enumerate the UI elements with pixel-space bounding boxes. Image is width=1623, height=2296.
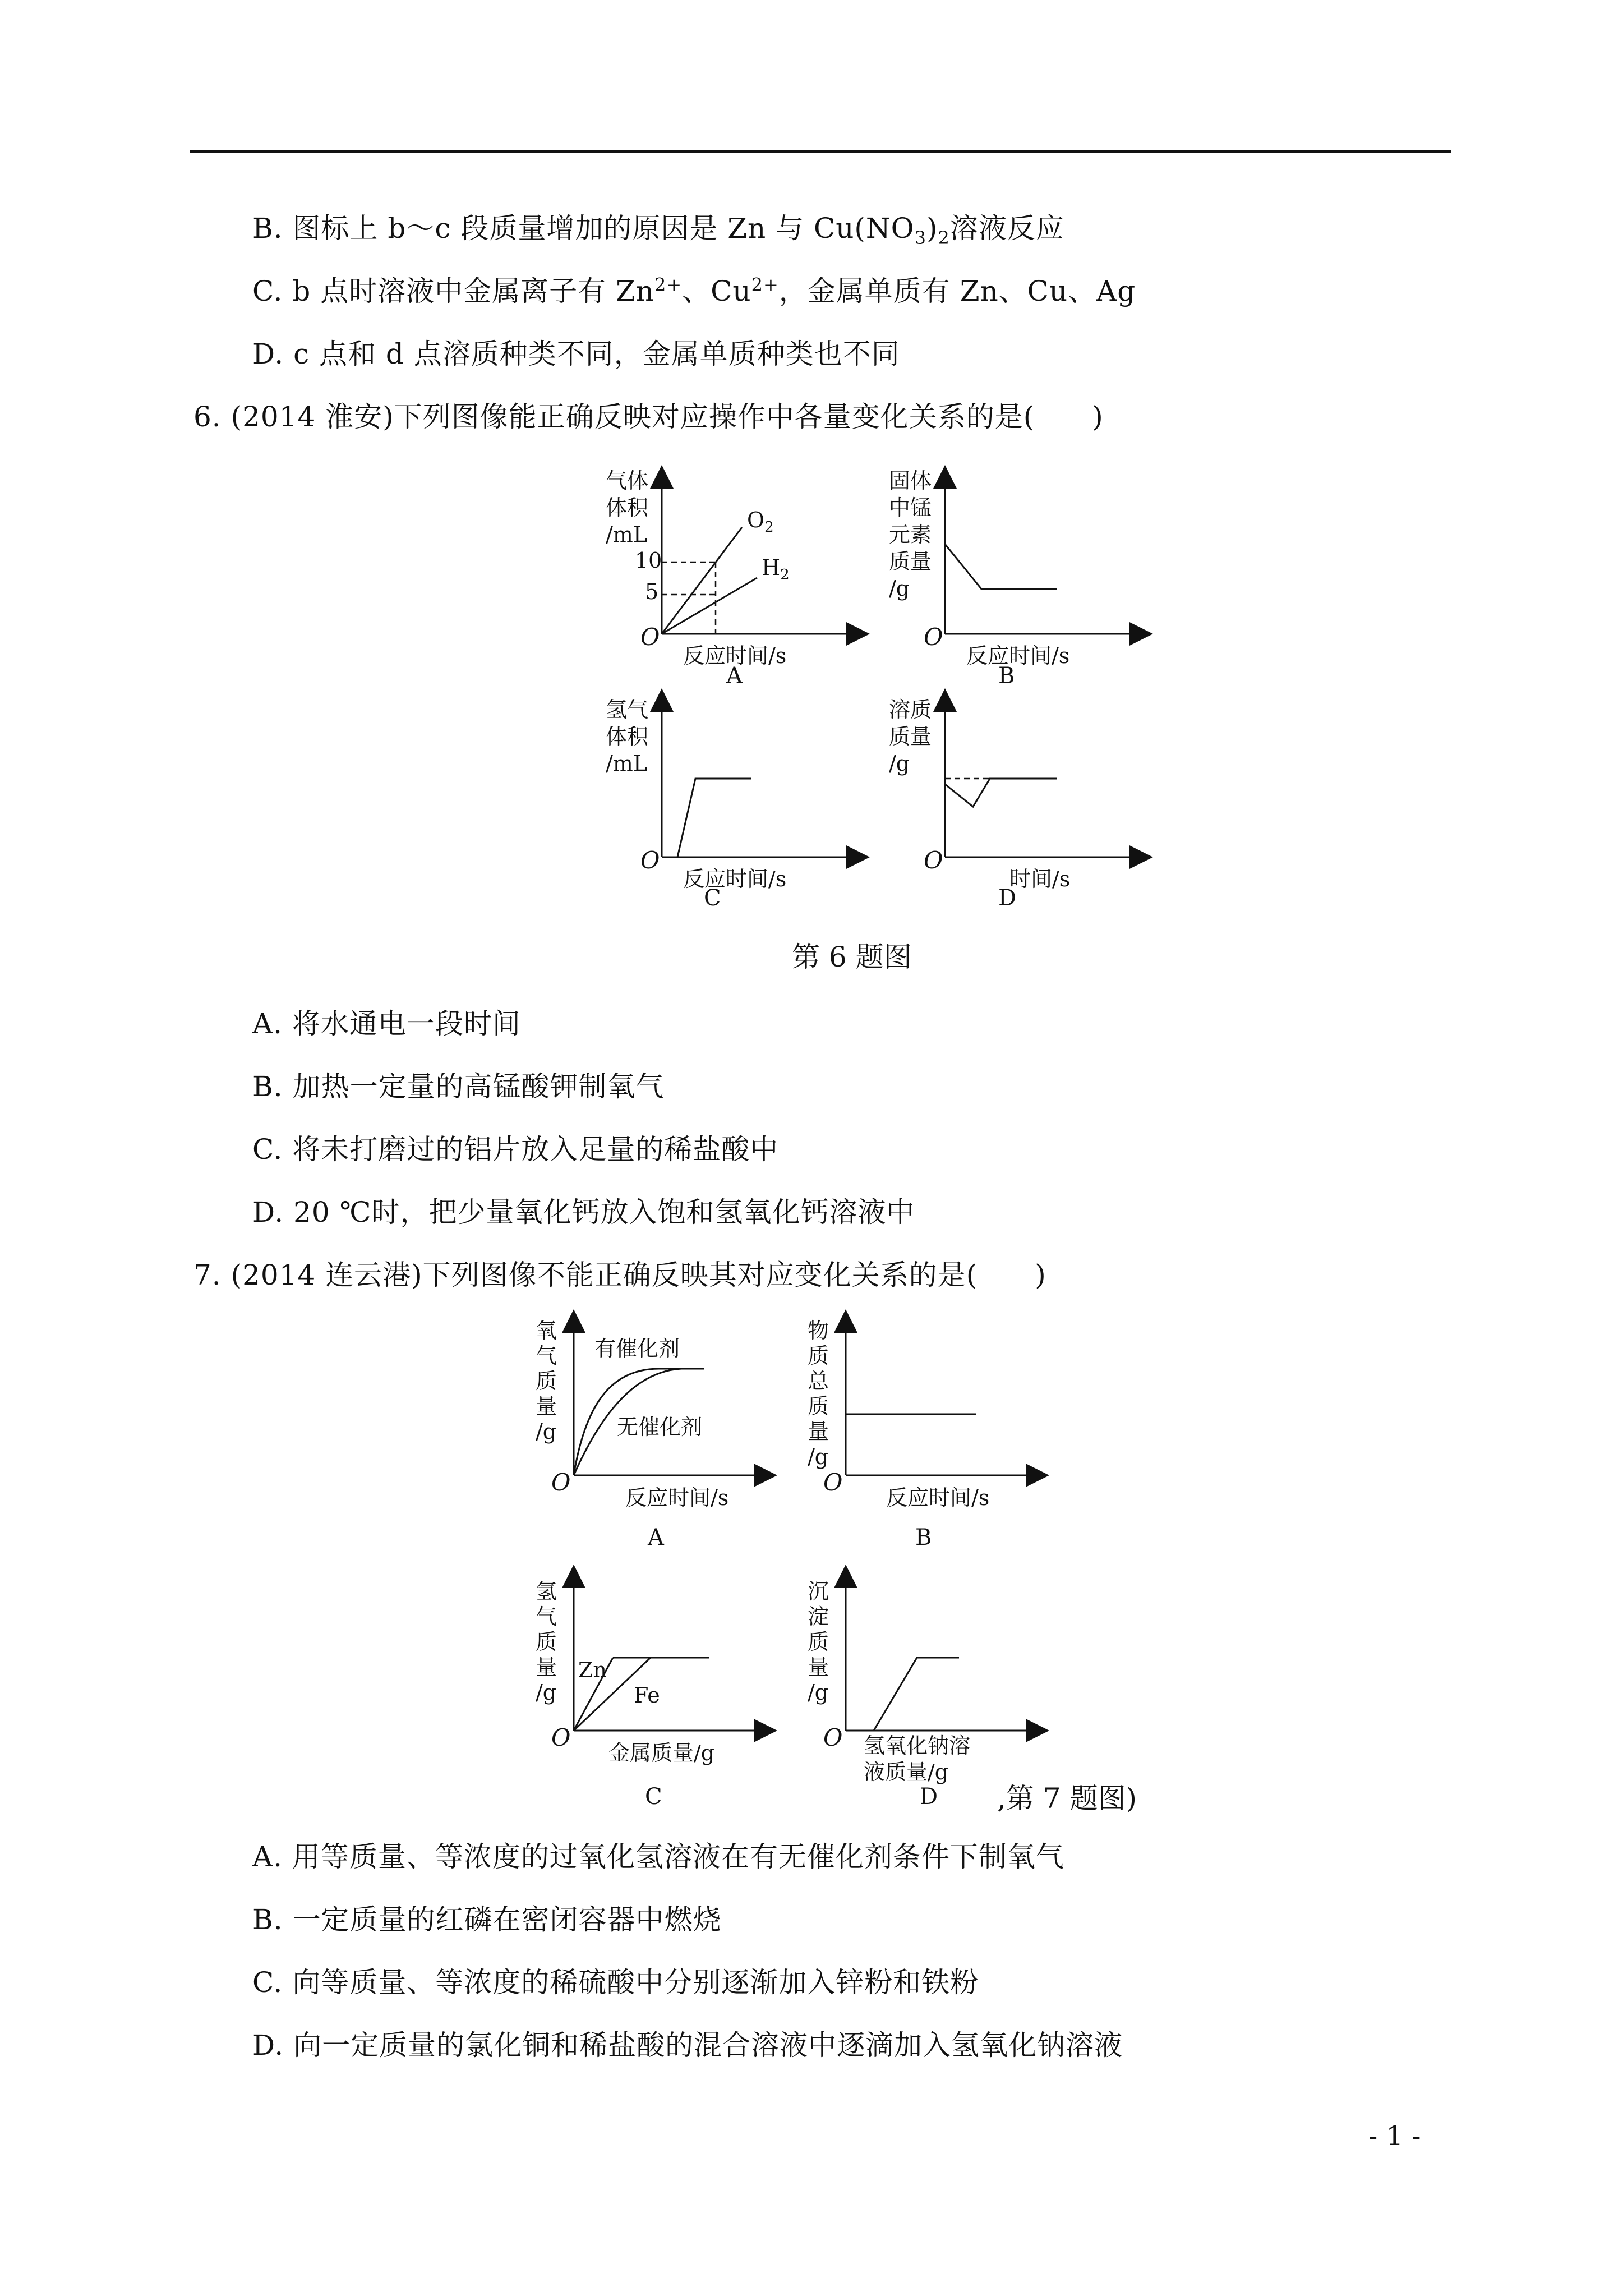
- q7d-ylabel-5: /g: [808, 1680, 829, 1705]
- q7-caption: ,第 7 题图): [997, 1782, 1137, 1815]
- q7a-ylabel-1: 氧: [536, 1318, 557, 1343]
- q7c-ylabel-2: 气: [536, 1604, 557, 1629]
- q6c-origin: O: [640, 846, 660, 874]
- q7c-origin: O: [551, 1724, 571, 1751]
- q7c-ylabel-4: 量: [536, 1655, 557, 1680]
- q7a-ylabel-3: 质: [536, 1369, 557, 1393]
- q6a-label-h2: $H_2$: [762, 555, 790, 583]
- q7-option-b: B. 一定质量的红磷在密闭容器中燃烧: [252, 1903, 722, 1936]
- q6a-ylabel-3: /mL: [606, 522, 648, 547]
- q7b-ylabel-1: 物: [808, 1318, 829, 1343]
- q7b-origin: O: [823, 1469, 843, 1496]
- q6c-ylabel-1: 氢气: [606, 697, 649, 722]
- q7a-label-catalyst: 有催化剂: [594, 1336, 680, 1361]
- q6a-tick-5: 5: [645, 579, 659, 604]
- q7a-label-nocatalyst: 无催化剂: [617, 1415, 703, 1439]
- q6d-line: [945, 779, 1057, 807]
- q7-option-d: D. 向一定质量的氯化铜和稀盐酸的混合溶液中逐滴加入氢氧化钠溶液: [252, 2029, 1123, 2062]
- q6a-line-h2: [662, 578, 757, 634]
- q6-graph-c: [606, 689, 869, 896]
- q7a-origin: O: [551, 1469, 571, 1496]
- q6a-xlabel: 反应时间/s: [683, 643, 787, 668]
- q7-stem: 7. (2014 连云港)下列图像不能正确反映其对应变化关系的是( ): [193, 1259, 1046, 1291]
- q5-option-d: D. c 点和 d 点溶质种类不同，金属单质种类也不同: [252, 338, 900, 370]
- q7-letter-b: B: [915, 1525, 932, 1550]
- header-rule: [190, 150, 1451, 153]
- q7d-origin: O: [823, 1724, 843, 1751]
- q7b-ylabel-2: 质: [808, 1343, 829, 1368]
- q7d-xlabel-2: 液质量/g: [864, 1760, 949, 1784]
- q7-option-c: C. 向等质量、等浓度的稀硫酸中分别逐渐加入锌粉和铁粉: [252, 1966, 979, 1999]
- q6b-ylabel-4: 质量: [889, 549, 932, 574]
- q6a-ylabel-1: 气体: [606, 468, 649, 493]
- q6a-tick-10: 10: [635, 548, 662, 573]
- q7b-ylabel-5: 量: [808, 1419, 829, 1444]
- q7b-xlabel: 反应时间/s: [886, 1485, 990, 1510]
- q6b-line: [945, 544, 1057, 589]
- q6-option-b: B. 加热一定量的高锰酸钾制氧气: [252, 1070, 665, 1103]
- q6c-xlabel: 反应时间/s: [683, 867, 787, 891]
- q6-option-a: A. 将水通电一段时间: [252, 1007, 521, 1040]
- q6d-origin: O: [924, 846, 943, 874]
- q7c-label-zn: Zn: [578, 1658, 607, 1682]
- q7c-ylabel-5: /g: [536, 1680, 557, 1705]
- q5-option-c: C. b 点时溶液中金属离子有 $Zn^{2+}$、$Cu^{2+}$，金属单质有 Zn、Cu、Ag: [252, 274, 1136, 307]
- q7d-ylabel-3: 质: [808, 1630, 829, 1654]
- q6a-line-o2: [662, 527, 742, 634]
- q6-option-c: C. 将未打磨过的铝片放入足量的稀盐酸中: [252, 1133, 779, 1166]
- q6-graph-b: [889, 466, 1152, 673]
- q6-graph-d: [889, 689, 1152, 896]
- q6-letter-d: D: [998, 885, 1017, 911]
- q6d-ylabel-3: /g: [889, 751, 910, 776]
- q6b-ylabel-3: 元素: [889, 522, 932, 547]
- q7-graph-c: [536, 1571, 777, 1778]
- page-number: - 1 -: [1368, 2120, 1421, 2152]
- q7d-ylabel-2: 淀: [808, 1604, 829, 1629]
- q6a-ylabel-2: 体积: [606, 495, 649, 520]
- q6-stem: 6. (2014 淮安)下列图像能正确反映对应操作中各量变化关系的是( ): [193, 401, 1104, 433]
- q7a-ylabel-4: 量: [536, 1394, 557, 1419]
- q6b-origin: O: [924, 623, 943, 651]
- q6d-ylabel-1: 溶质: [889, 697, 932, 722]
- q7a-xlabel: 反应时间/s: [625, 1485, 729, 1510]
- q7-graph-a: [536, 1315, 777, 1523]
- q7d-ylabel-4: 量: [808, 1655, 829, 1680]
- q7b-ylabel-4: 质: [808, 1394, 829, 1419]
- q6c-line: [677, 779, 751, 857]
- q7d-xlabel-1: 氢氧化钠溶: [864, 1733, 971, 1758]
- q6d-ylabel-2: 质量: [889, 724, 932, 749]
- q6b-xlabel: 反应时间/s: [966, 643, 1070, 668]
- q6b-ylabel-5: /g: [889, 576, 910, 601]
- q6-graph-a: [606, 466, 869, 673]
- q7-letter-c: C: [645, 1784, 662, 1810]
- q6-letter-b: B: [998, 663, 1015, 689]
- q6c-ylabel-2: 体积: [606, 724, 649, 749]
- q7b-ylabel-3: 总: [808, 1369, 829, 1393]
- q7-letter-a: A: [648, 1525, 664, 1550]
- q7b-ylabel-6: /g: [808, 1444, 829, 1469]
- q6b-ylabel-1: 固体: [889, 468, 932, 493]
- q7c-ylabel-3: 质: [536, 1630, 557, 1654]
- q6-letter-a: A: [726, 663, 743, 689]
- q7c-xlabel: 金属质量/g: [608, 1741, 715, 1765]
- q7-graph-b: [808, 1315, 1049, 1523]
- q6a-label-o2: $O_2$: [747, 508, 774, 536]
- q6-option-d: D. 20 ℃时，把少量氧化钙放入饱和氢氧化钙溶液中: [252, 1196, 915, 1228]
- q6-caption: 第 6 题图: [792, 941, 912, 973]
- q6a-origin: O: [640, 623, 660, 651]
- q6d-xlabel: 时间/s: [1009, 867, 1071, 891]
- q7c-label-fe: Fe: [634, 1683, 660, 1708]
- q7d-ylabel-1: 沉: [808, 1579, 829, 1604]
- q7-option-a: A. 用等质量、等浓度的过氧化氢溶液在有无催化剂条件下制氧气: [252, 1841, 1064, 1873]
- q6b-ylabel-2: 中锰: [889, 495, 932, 520]
- q5-option-b: B. 图标上 b～c 段质量增加的原因是 Zn 与 $Cu(NO_3)_2$溶液反应: [252, 212, 1064, 249]
- q7a-ylabel-5: /g: [536, 1419, 557, 1444]
- q7a-ylabel-2: 气: [536, 1343, 557, 1368]
- q7c-ylabel-1: 氢: [536, 1579, 557, 1604]
- q6-letter-c: C: [704, 885, 721, 911]
- q6c-ylabel-3: /mL: [606, 751, 648, 776]
- q7-letter-d: D: [920, 1784, 938, 1810]
- q7-graph-d: [808, 1571, 1049, 1789]
- q7d-line: [874, 1658, 959, 1731]
